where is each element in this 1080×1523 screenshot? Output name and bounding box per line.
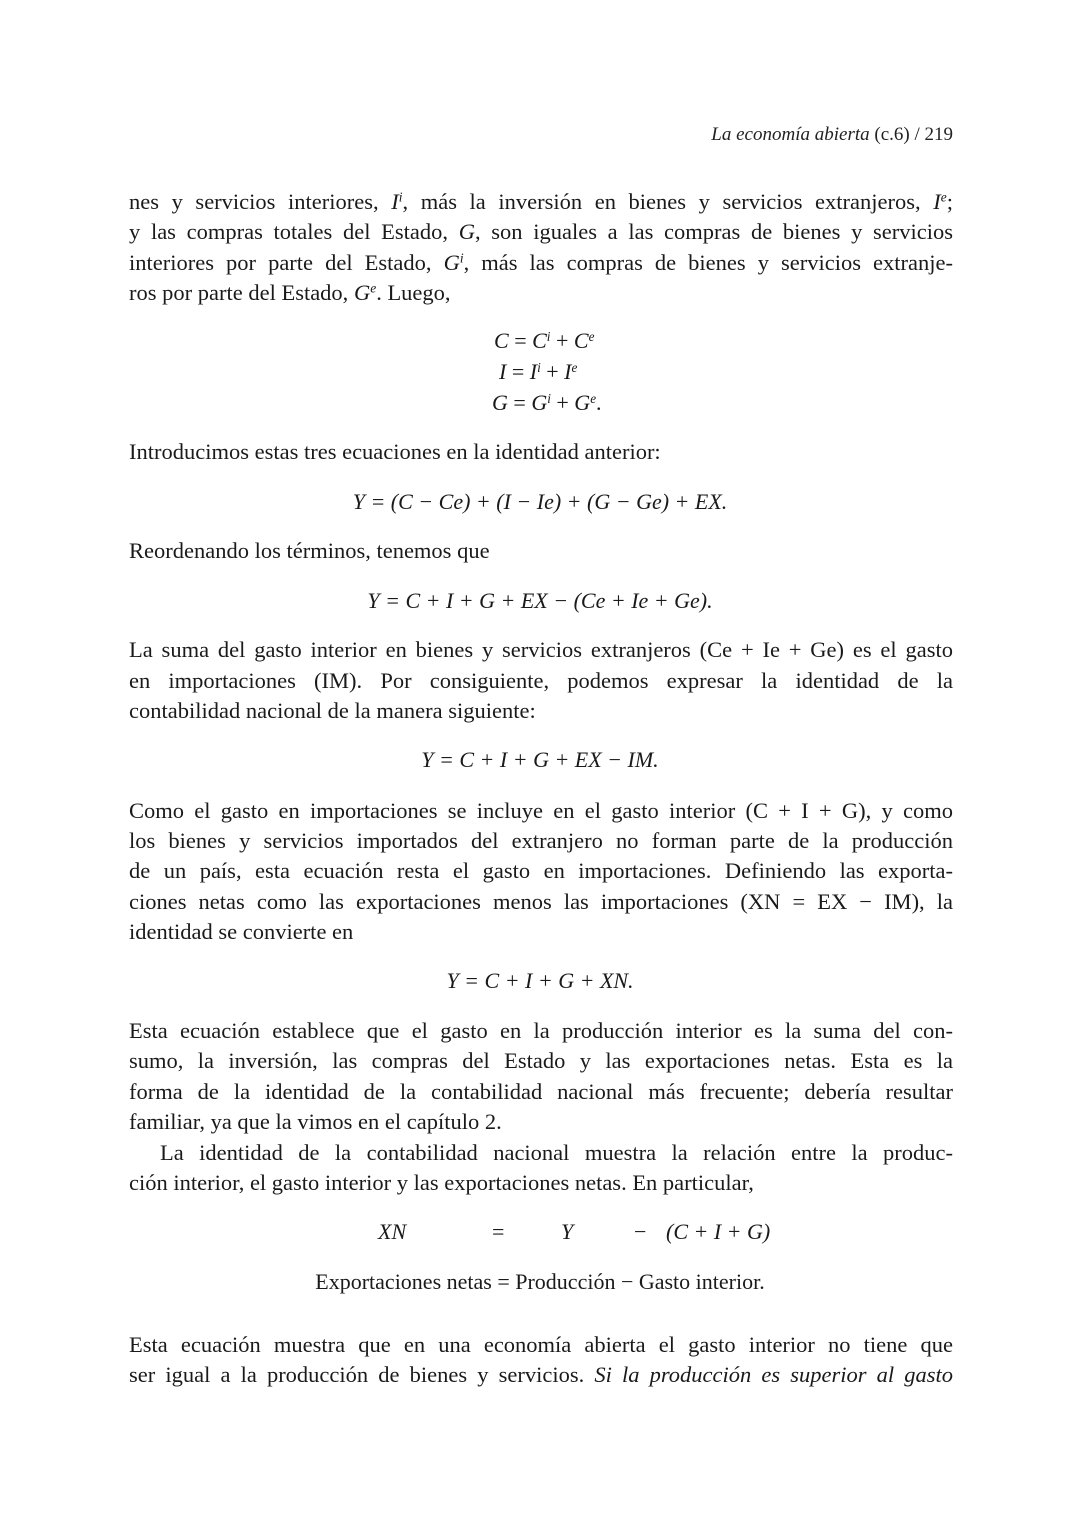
eq-term-y: Y [561,1219,574,1244]
text-line: familiar, ya que la vimos en el capítulo 2. [129,1109,502,1134]
text-run: , son iguales a las compras de bienes y servicios [474,219,954,244]
equation-government: $G = G^i + G^e$. [492,390,602,415]
math-var: G [443,250,460,275]
text-line [129,278,953,308]
text-run: ros por parte del Estado, [129,280,354,305]
math-sup: e [370,280,377,296]
text-line: ción interior, el gasto interior y las exportaciones netas. En particular, [129,1170,754,1195]
text-run: , más las compras de bienes y servicios extranje- [463,250,954,275]
equation-caption: Exportaciones netas = Producción − Gasto interior. [315,1269,765,1294]
text-run: interiores por parte del Estado, [129,250,444,275]
math-var: I [391,189,399,214]
text-run: y las compras totales del Estado, [129,219,459,244]
equation-net-exports-identity: Y = C + I + G + XN. [446,968,634,993]
equation-with-imports: Y = C + I + G + EX − IM. [421,747,659,772]
text-line [129,1360,953,1390]
eq-minus: − [634,1219,647,1244]
text-line: ciones netas como las exportaciones menos las importaciones (XN = EX − IM), la [129,889,953,914]
text-line [129,217,953,247]
text-line: La suma del gasto interior en bienes y servicios extranjeros (Ce + Ie + Ge) es el gasto [129,637,953,662]
running-title: La economía abierta [711,124,870,145]
text-reorder: Reordenando los términos, tenemos que [129,538,490,563]
math-var: G [353,280,371,305]
equation-identity-expanded: Y = (C − Ce) + (I − Ie) + (G − Ge) + EX. [352,489,728,514]
text-line: identidad se convierte en [129,919,354,944]
text-line: los bienes y servicios importados del extranjero no forman parte de la producción [129,828,953,853]
math-sup: e [940,189,947,205]
text-line: Como el gasto en importaciones se incluye en el gasto interior (C + I + G), y como [129,798,953,823]
text-line [129,187,953,217]
running-header [711,124,953,146]
text-run: nes y servicios interiores, [129,189,392,214]
text-line: forma de la identidad de la contabilidad nacional más frecuente; debería resultar [129,1079,953,1104]
math-var: G [458,219,475,244]
page-number: 219 [924,124,953,145]
text-intro: Introducimos estas tres ecuaciones en la identidad anterior: [129,439,661,464]
text-line: en importaciones (IM). Por consiguiente, podemos expresar la identidad de la [129,668,953,693]
text-line: sumo, la inversión, las compras del Estado y las exportaciones netas. Esta es la [129,1048,953,1073]
italic-emphasis: Si la producción es superior al gasto [594,1362,954,1387]
eq-equals: = [492,1219,505,1244]
math-var: I [933,189,941,214]
text-line: La identidad de la contabilidad nacional muestra la relación entre la produc- [160,1140,953,1165]
text-run: . Luego, [376,280,451,305]
text-line: Esta ecuación establece que el gasto en la producción interior es la suma del con- [129,1018,953,1043]
chapter-label: (c.6) [874,124,910,145]
eq-term-domestic-spending: (C + I + G) [666,1219,771,1244]
text-run: ser igual a la producción de bienes y servicios. [129,1362,595,1387]
equation-investment: $I = I^i + I^e$ [499,359,578,384]
text-run: ; [946,189,953,214]
text-line: de un país, esta ecuación resta el gasto en importaciones. Definiendo las exporta- [129,858,953,883]
text-line: contabilidad nacional de la manera siguiente: [129,698,536,723]
eq-term-xn: XN [378,1219,407,1244]
math-sup: i [459,250,464,266]
math-sup: i [398,189,403,205]
equation-identity-reordered: Y = C + I + G + EX − (Ce + Ie + Ge). [367,588,713,613]
equation-consumption: $C = C^i + C^e$ [494,328,595,353]
text-run: , más la inversión en bienes y servicios extranjeros, [402,189,934,214]
text-line [129,248,953,278]
text-line: Esta ecuación muestra que en una economía abierta el gasto interior no tiene que [129,1332,953,1357]
header-separator: / [914,124,920,145]
